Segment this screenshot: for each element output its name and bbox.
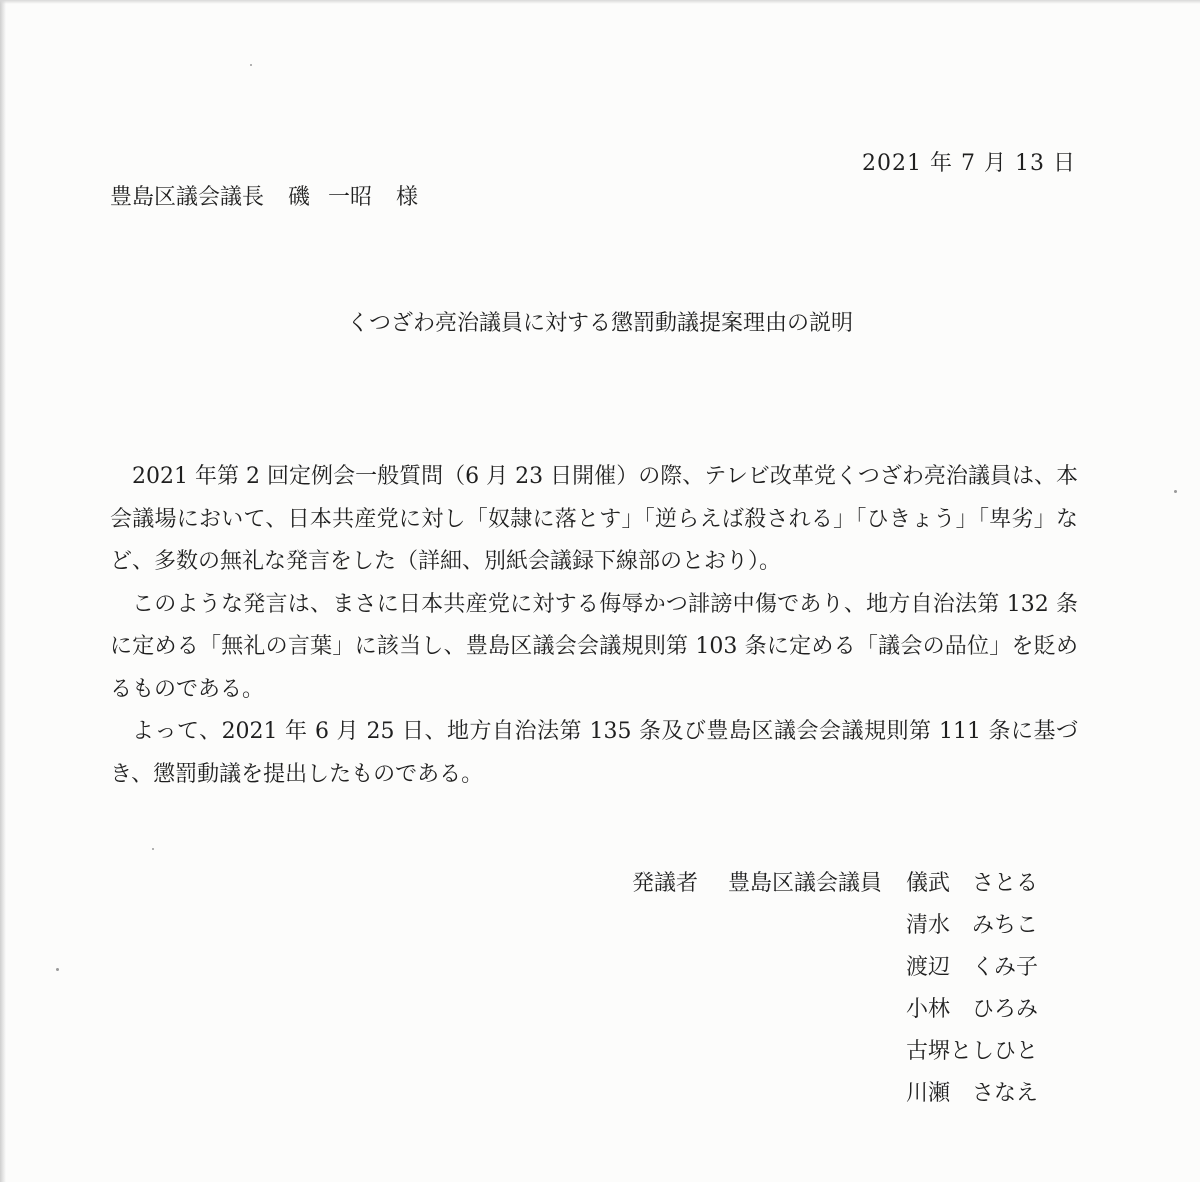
signer-indent <box>632 1073 906 1115</box>
body-paragraph: 2021 年第 2 回定例会一般質問（6 月 23 日開催）の際、テレビ改革党くつざわ亮治議員は、本会議場において、日本共産党に対し「奴隷に落とす」「逆らえば殺される」「ひきょう」「卑劣」など、多数の無礼な発言をした（詳細、別紙会議録下線部のとおり）。 <box>110 464 1078 574</box>
scan-edge-top <box>0 0 1200 4</box>
signer-row <box>632 905 1038 947</box>
proposer-role: 豊島区議会議員 <box>728 871 883 896</box>
signer-indent <box>632 1031 906 1073</box>
signer-indent <box>632 947 906 989</box>
signer-block <box>632 863 1038 1115</box>
body-paragraph: このような発言は、まさに日本共産党に対する侮辱かつ誹謗中傷であり、地方自治法第 132 条に定める「無礼の言葉」に該当し、豊島区議会会議規則第 103 条に定める「議会の品位」を貶めるものである。 <box>110 591 1078 702</box>
document-date: 2021 年 7 月 13 日 <box>862 151 1076 176</box>
signer-name: 儀武 さとる <box>906 871 1039 896</box>
addressee-title: 豊島区議会議長 <box>110 185 265 210</box>
addressee <box>110 180 418 211</box>
addressee-honorific: 様 <box>396 185 419 210</box>
signer-name: 古堺としひと <box>906 1039 1039 1064</box>
addressee-given-name: 一昭 <box>328 185 373 210</box>
signer-row <box>632 989 1038 1031</box>
scan-speck <box>152 848 154 850</box>
signer-row <box>632 1073 1038 1115</box>
signer-name: 川瀬 さなえ <box>906 1081 1039 1106</box>
signer-name: 渡辺 くみ子 <box>906 955 1039 980</box>
scan-edge-left <box>0 0 6 1182</box>
scan-speck <box>56 968 59 971</box>
scan-speck <box>1174 490 1177 493</box>
document-body <box>110 456 1078 796</box>
addressee-surname: 磯 <box>288 185 311 210</box>
signer-name: 小林 ひろみ <box>906 997 1039 1022</box>
signer-indent <box>632 905 906 947</box>
signer-indent <box>632 989 906 1031</box>
body-paragraph: よって、2021 年 6 月 25 日、地方自治法第 135 条及び豊島区議会会議規則第 111 条に基づき、懲罰動議を提出したものである。 <box>110 719 1078 787</box>
proposer-label: 発議者 <box>632 871 699 896</box>
signer-row <box>632 863 1038 905</box>
scan-speck <box>250 64 252 66</box>
signer-name: 清水 みちこ <box>906 913 1039 938</box>
signer-row <box>632 1031 1038 1073</box>
document-title: くつざわ亮治議員に対する懲罰動議提案理由の説明 <box>346 311 853 336</box>
signer-row <box>632 947 1038 989</box>
